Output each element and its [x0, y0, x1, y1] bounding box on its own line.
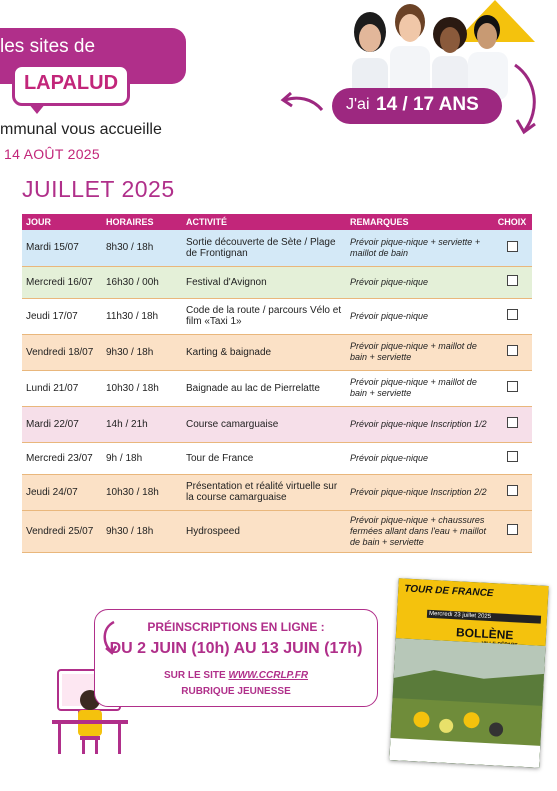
speech-tail: [28, 103, 46, 114]
teens-photo: [342, 0, 512, 100]
cell-activite: Festival d'Avignon: [182, 266, 346, 298]
header-choix: CHOIX: [492, 214, 532, 230]
choice-checkbox[interactable]: [507, 309, 518, 320]
cell-remarques: Prévoir pique-nique Inscription 2/2: [346, 474, 492, 510]
place-name: LAPALUD: [23, 72, 119, 94]
cell-activite: Baignade au lac de Pierrelatte: [182, 370, 346, 406]
cell-activite: Hydrospeed: [182, 510, 346, 552]
cell-jour: Mardi 22/07: [22, 406, 102, 442]
table-row: [22, 406, 532, 442]
cell-choix: [492, 406, 532, 442]
choice-checkbox[interactable]: [507, 381, 518, 392]
cell-horaires: 9h30 / 18h: [102, 510, 182, 552]
cell-activite: Course camarguaise: [182, 406, 346, 442]
cell-jour: Jeudi 24/07: [22, 474, 102, 510]
cell-horaires: 9h / 18h: [102, 442, 182, 474]
cell-remarques: Prévoir pique-nique + chaussures fermées allant dans l'eau + maillot de bain + serviette: [346, 510, 492, 552]
cell-horaires: 8h30 / 18h: [102, 230, 182, 266]
table-row: [22, 298, 532, 334]
cell-jour: Vendredi 25/07: [22, 510, 102, 552]
cell-choix: [492, 442, 532, 474]
cell-choix: [492, 334, 532, 370]
cell-horaires: 9h30 / 18h: [102, 334, 182, 370]
cell-activite: Code de la route / parcours Vélo et film «Taxi 1»: [182, 298, 346, 334]
cell-jour: Mercredi 23/07: [22, 442, 102, 474]
cell-jour: Mercredi 16/07: [22, 266, 102, 298]
table-row: [22, 266, 532, 298]
age-badge: [332, 88, 502, 124]
cell-horaires: 14h / 21h: [102, 406, 182, 442]
choice-checkbox[interactable]: [507, 417, 518, 428]
table-row: [22, 370, 532, 406]
choice-checkbox[interactable]: [507, 485, 518, 496]
arrow-left-icon: [277, 88, 327, 118]
poster-photo: [389, 638, 545, 768]
cell-jour: Vendredi 18/07: [22, 334, 102, 370]
cell-choix: [492, 474, 532, 510]
cell-remarques: Prévoir pique-nique + maillot de bain + serviette: [346, 334, 492, 370]
activities-table: [22, 214, 532, 553]
header-jour: JOUR: [22, 214, 102, 230]
cell-jour: Jeudi 17/07: [22, 298, 102, 334]
cell-choix: [492, 266, 532, 298]
prereg-section: RUBRIQUE JEUNESSE: [181, 686, 291, 697]
cell-activite: Karting & baignade: [182, 334, 346, 370]
header-activite: ACTIVITÉ: [182, 214, 346, 230]
cell-remarques: Prévoir pique-nique: [346, 298, 492, 334]
header-horaires: HORAIRES: [102, 214, 182, 230]
cell-horaires: 16h30 / 00h: [102, 266, 182, 298]
cell-choix: [492, 370, 532, 406]
table-row: [22, 334, 532, 370]
tour-de-france-poster: [389, 578, 548, 768]
choice-checkbox[interactable]: [507, 345, 518, 356]
choice-checkbox[interactable]: [507, 275, 518, 286]
choice-checkbox[interactable]: [507, 451, 518, 462]
poster-city: BOLLÈNE: [455, 625, 514, 643]
banner-text: les sites de: [0, 36, 96, 57]
cell-jour: Lundi 21/07: [22, 370, 102, 406]
welcome-text: mmunal vous accueille: [0, 121, 162, 138]
site-link[interactable]: WWW.CCRLP.FR: [228, 670, 309, 681]
cell-remarques: Prévoir pique-nique Inscription 1/2: [346, 406, 492, 442]
cell-choix: [492, 298, 532, 334]
prereg-title: PRÉINSCRIPTIONS EN LIGNE :: [147, 620, 325, 634]
table-header-row: [22, 214, 532, 230]
table-row: [22, 442, 532, 474]
cell-activite: Sortie découverte de Sète / Plage de Frontignan: [182, 230, 346, 266]
curved-arrow-icon: [505, 60, 545, 140]
table-row: [22, 510, 532, 552]
cell-horaires: 10h30 / 18h: [102, 370, 182, 406]
cell-activite: Présentation et réalité virtuelle sur la course camarguaise: [182, 474, 346, 510]
choice-checkbox[interactable]: [507, 241, 518, 252]
cell-remarques: Prévoir pique-nique + maillot de bain + serviette: [346, 370, 492, 406]
choice-checkbox[interactable]: [507, 524, 518, 535]
prereg-dates: DU 2 JUIN (10h) AU 13 JUIN (17h): [109, 640, 363, 657]
cell-horaires: 11h30 / 18h: [102, 298, 182, 334]
cell-remarques: Prévoir pique-nique: [346, 266, 492, 298]
header-remarques: REMARQUES: [346, 214, 492, 230]
age-range: 14 / 17 ANS: [376, 94, 479, 115]
prereg-site-line: [94, 670, 378, 681]
month-title: JUILLET 2025: [22, 176, 175, 202]
date-line: 14 AOÛT 2025: [4, 146, 100, 162]
table-row: [22, 474, 532, 510]
site-prefix: SUR LE SITE: [163, 670, 226, 681]
table-row: [22, 230, 532, 266]
age-prefix: J'ai: [346, 96, 370, 113]
poster-date: Mercredi 23 juillet 2025: [427, 610, 541, 624]
cell-jour: Mardi 15/07: [22, 230, 102, 266]
cell-horaires: 10h30 / 18h: [102, 474, 182, 510]
cell-choix: [492, 510, 532, 552]
cell-remarques: Prévoir pique-nique + serviette + maillot de bain: [346, 230, 492, 266]
poster-title: TOUR DE FRANCE: [404, 583, 494, 600]
cell-choix: [492, 230, 532, 266]
cell-remarques: Prévoir pique-nique: [346, 442, 492, 474]
cell-activite: Tour de France: [182, 442, 346, 474]
